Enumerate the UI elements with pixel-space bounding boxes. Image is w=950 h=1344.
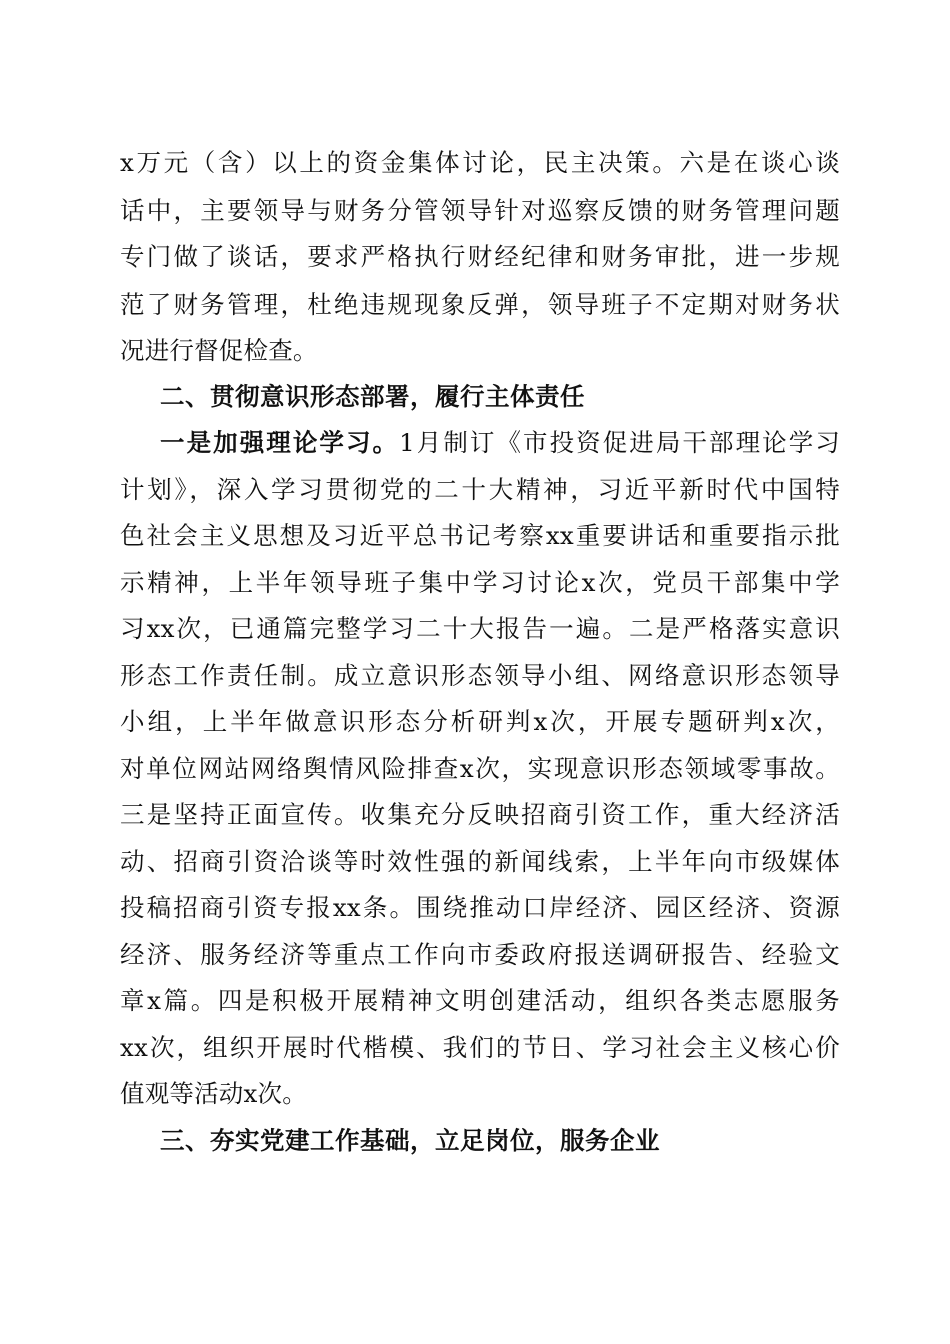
paragraph-line: 专门做了谈话，要求严格执行财经纪律和财务审批，进一步规 — [120, 242, 840, 271]
paragraph-line: xx次，组织开展时代楷模、我们的节日、学习社会主义核心价 — [120, 1033, 840, 1062]
lead-phrase: 一是加强理论学习。 — [160, 428, 400, 457]
paragraph-line: 对单位网站网络舆情风险排查x次，实现意识形态领域零事故。 — [120, 754, 840, 783]
paragraph-line: 形态工作责任制。成立意识形态领导小组、网络意识形态领导 — [120, 661, 840, 690]
section-heading: 三、夯实党建工作基础，立足岗位，服务企业 — [160, 1126, 660, 1155]
paragraph-line: 话中，主要领导与财务分管领导针对巡察反馈的财务管理问题 — [120, 196, 840, 225]
paragraph-line: 计划》，深入学习贯彻党的二十大精神，习近平新时代中国特 — [120, 475, 840, 504]
paragraph-line: 值观等活动x次。 — [120, 1079, 307, 1108]
paragraph-line: 章x篇。四是积极开展精神文明创建活动，组织各类志愿服务 — [120, 986, 840, 1015]
paragraph-line: 范了财务管理，杜绝违规现象反弹，领导班子不定期对财务状 — [120, 290, 840, 319]
paragraph-line: 经济、服务经济等重点工作向市委政府报送调研报告、经验文 — [120, 940, 840, 969]
paragraph-line: 小组，上半年做意识形态分析研判x次，开展专题研判x次， — [120, 707, 840, 736]
paragraph-line: 习xx次，已通篇完整学习二十大报告一遍。二是严格落实意识 — [120, 614, 840, 643]
paragraph-line: 况进行督促检查。 — [120, 336, 318, 365]
paragraph-line: 投稿招商引资专报xx条。围绕推动口岸经济、园区经济、资源 — [120, 893, 840, 922]
paragraph-line: 三是坚持正面宣传。收集充分反映招商引资工作，重大经济活 — [120, 800, 840, 829]
paragraph-line: x万元（含）以上的资金集体讨论，民主决策。六是在谈心谈 — [120, 148, 840, 177]
section-heading: 二、贯彻意识形态部署，履行主体责任 — [160, 382, 585, 411]
paragraph-line: 示精神，上半年领导班子集中学习讨论x次，党员干部集中学 — [120, 568, 840, 597]
paragraph-line: 色社会主义思想及习近平总书记考察xx重要讲话和重要指示批 — [120, 521, 840, 550]
paragraph-text: 1月制订《市投资促进局干部理论学习 — [399, 428, 840, 457]
paragraph-line — [160, 428, 840, 458]
paragraph-line: 动、招商引资洽谈等时效性强的新闻线索，上半年向市级媒体 — [120, 847, 840, 876]
